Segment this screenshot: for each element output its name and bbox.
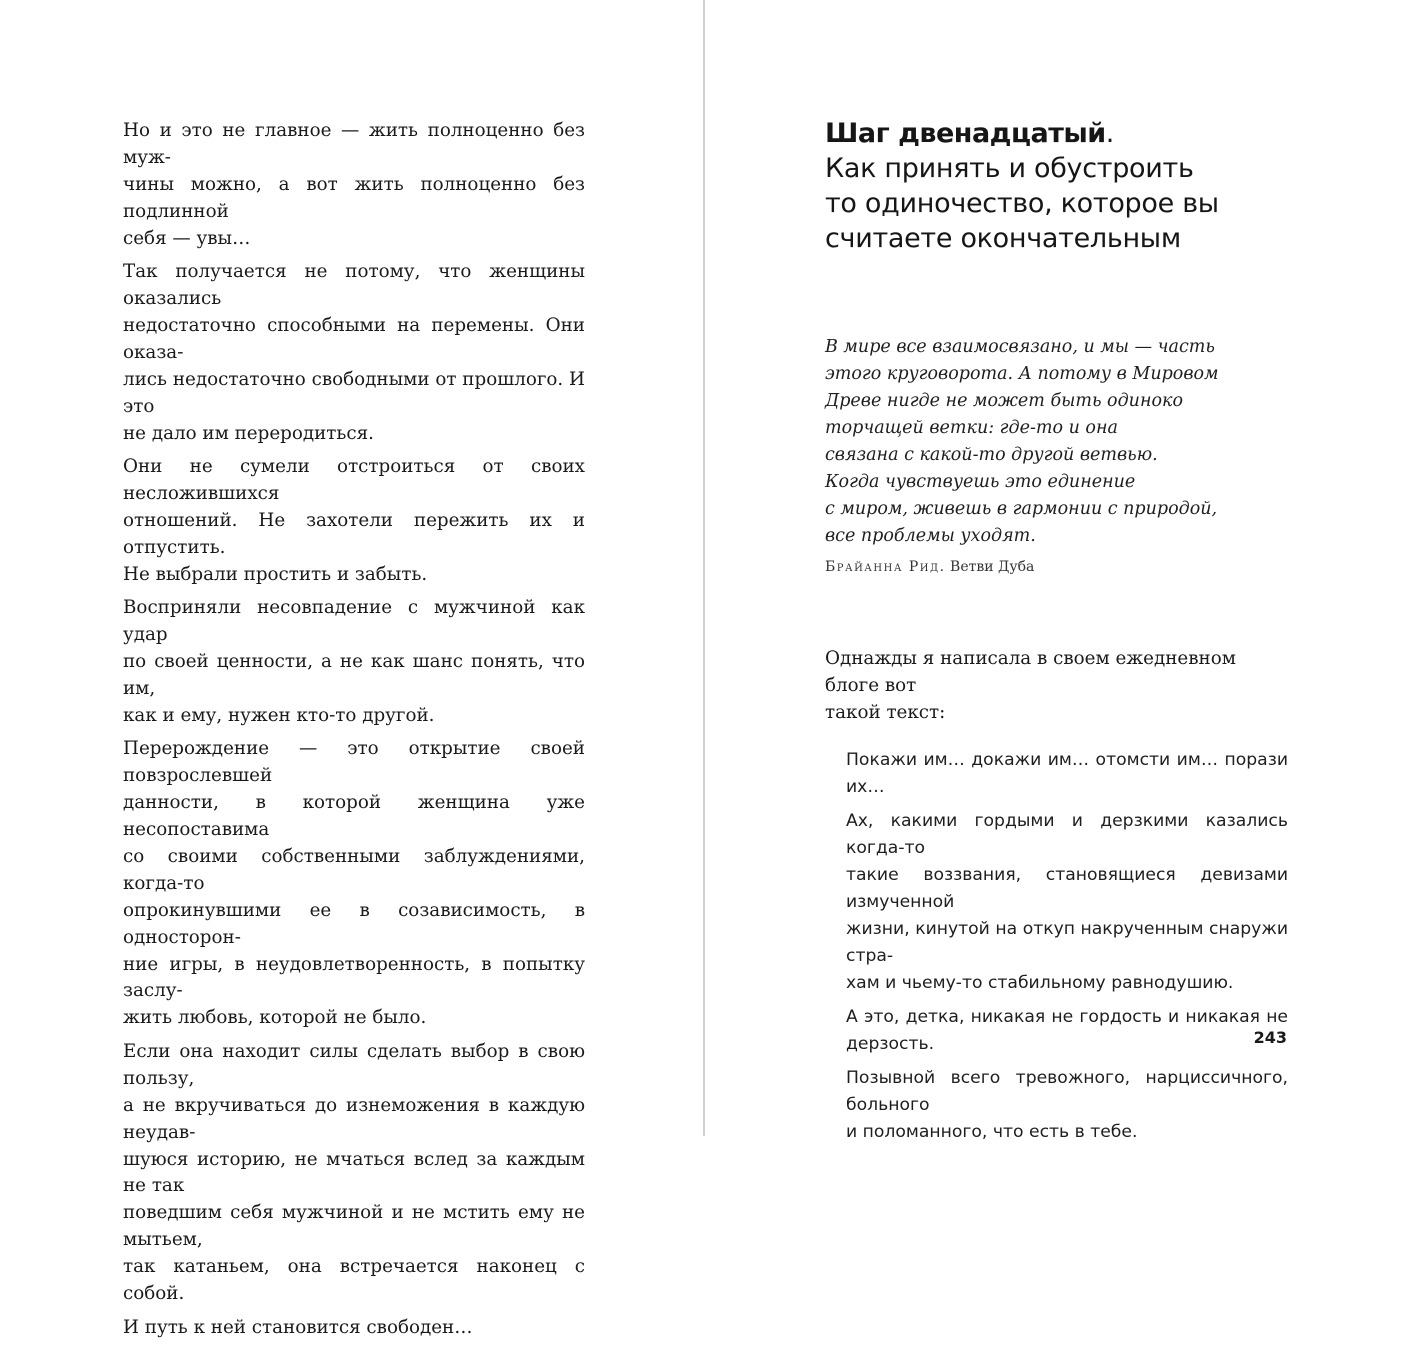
quote-paragraph-3: А это, детка, никакая не гордость и никакая не дерзость.: [846, 1007, 1288, 1054]
epigraph-text: В мире все взаимосвязано, и мы — часть этого круговорота. А потому в Мировом Древе нигде не может быть одиноко торчащей ветки: где-то и она связана с какой-то другой ветвью. Когда чувствуешь это единение с миром, живешь в гармонии с природой, все проблемы уходят.: [825, 337, 1219, 546]
left-paragraph-2: Так получается не потому, что женщины оказались недостаточно способными на перемены. Они оказа- лись недостаточно свободными от прошлого. И это не дало им переродиться.: [123, 261, 585, 444]
quote-paragraph-4: Позывной всего тревожного, нарциссичного, больного и поломанного, что есть в тебе.: [846, 1068, 1288, 1142]
epigraph-source: [825, 557, 1034, 577]
epigraph-author: Брайанна Рид.: [825, 559, 946, 575]
left-paragraph-3: Они не сумели отстроиться от своих несложившихся отношений. Не захотели пережить их и отпустить. Не выбрали простить и забыть.: [123, 456, 585, 585]
quote-paragraph-1: Покажи им… докажи им… отомсти им… порази их…: [846, 750, 1288, 797]
chapter-subtitle: Как принять и обустроить то одиночество, которое вы считаете окончательным: [825, 153, 1219, 254]
chapter-step-title: Шаг двенадцатый: [825, 118, 1106, 149]
quote-block: [846, 747, 1288, 1153]
intro-text: Однажды я написала в своем ежедневном блоге вот такой текст:: [825, 648, 1236, 723]
left-paragraph-6: Если она находит силы сделать выбор в свою пользу, а не вкручиваться до изнеможения в каждую неудав- шуюся историю, не мчаться вслед за каждым не так поведшим себя мужчиной и не мстить ему не мытьем, так катаньем, она встречается наконец с собой.: [123, 1040, 585, 1305]
quote-paragraph-2: Ах, какими гордыми и дерзкими казались когда-то такие воззвания, становящиеся девизами измученной жизни, кинутой на откуп накрученным снаружи стра- хам и чьему-то стабильному равнодушию.: [846, 811, 1288, 993]
epigraph-work: Ветви Дуба: [950, 559, 1035, 575]
left-body-text: [123, 118, 585, 1348]
chapter-step-dot: .: [1105, 118, 1114, 149]
left-paragraph-7: И путь к ней становится свободен…: [123, 1316, 473, 1338]
page-number: 243: [1253, 1028, 1287, 1047]
right-page: [705, 0, 1410, 1142]
chapter-heading: [825, 116, 1285, 256]
left-paragraph-4: Восприняли несовпадение с мужчиной как удар по своей ценности, а не как шанс понять, что им, как и ему, нужен кто-то другой.: [123, 597, 585, 726]
left-paragraph-5: Перерождение — это открытие своей повзрослевшей данности, в которой женщина уже несопоставима со своими собственными заблуждениями, когда-то опрокинувшими ее в созависимость, в односторон- ние игры, в неудовлетворенность, в попытку заслу- жить любовь, которой не было.: [123, 738, 585, 1029]
left-paragraph-1: Но и это не главное — жить полноценно без муж- чины можно, а вот жить полноценно без подлинной себя — увы…: [123, 120, 585, 249]
left-page: [0, 0, 703, 1338]
